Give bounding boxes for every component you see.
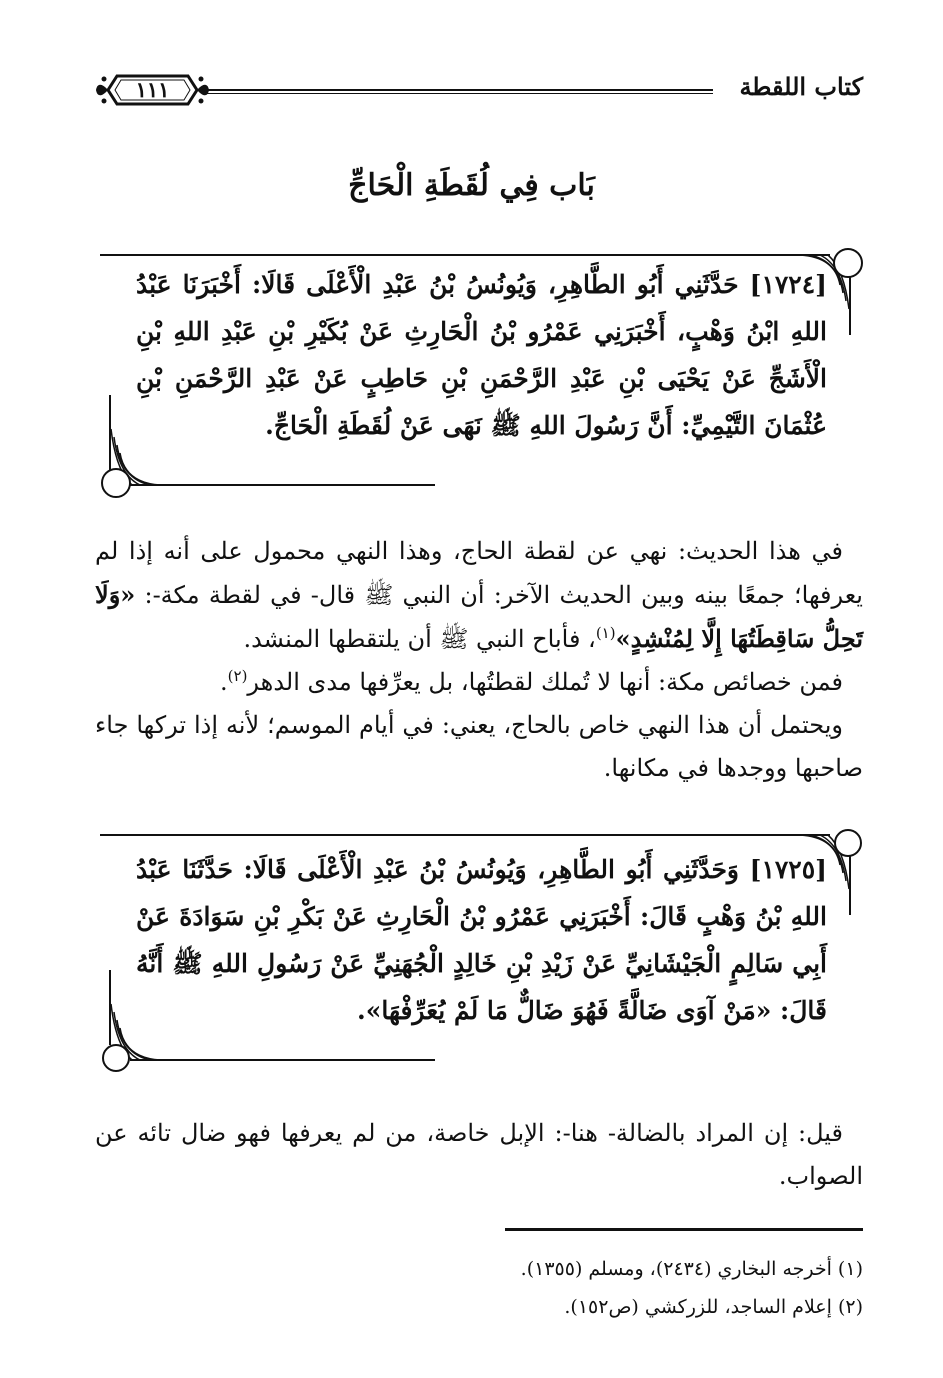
hadith-text: [١٧٢٥] وَحَدَّثَنِي أَبُو الطَّاهِرِ، وَيُونُسُ بْنُ عَبْدِ الْأَعْلَى قَالَا: حَدَّثَنَا عَبْدُ اللهِ بْنُ وَهْبٍ قَالَ: أَخْبَرَنِي عَمْرُو بْنُ الْحَارِثِ عَنْ بَكْرِ بْنِ سَوَادَةَ عَنْ أَبِي سَالِمٍ الْجَيْشَانِيِّ عَنْ زَيْدِ بْنِ خَالِدٍ الْجُهَنِيِّ عَنْ رَسُولِ اللهِ ﷺ أَنَّهُ قَالَ: «مَنْ آوَى ضَالَّةً فَهُوَ ضَالٌّ مَا لَمْ يُعَرِّفْهَا». bbox=[136, 855, 827, 1025]
book-title: كتاب اللقطة bbox=[739, 72, 863, 101]
header-rule bbox=[205, 89, 713, 94]
running-header bbox=[95, 70, 863, 120]
commentary-paragraph: ويحتمل أن هذا النهي خاص بالحاج، يعني: في أيام الموسم؛ لأنه إذا تركها جاء صاحبها ووجدها في مكانها. bbox=[95, 711, 863, 782]
hadith-quote: «وَلَا تَحِلُّ سَاقِطَتُهَا إِلَّا لِمُنْشِدٍ» bbox=[95, 580, 863, 653]
hadith-block-1725 bbox=[100, 830, 863, 1075]
commentary-text: . bbox=[220, 668, 228, 696]
footnote-separator bbox=[505, 1228, 863, 1231]
chapter-title: بَاب فِي لُقَطَةِ الْحَاجِّ bbox=[348, 168, 595, 203]
hadith-text: [١٧٢٤] حَدَّثَنِي أَبُو الطَّاهِرِ، وَيُونُسُ بْنُ عَبْدِ الْأَعْلَى قَالَا: أَخْبَرَنَا عَبْدُ اللهِ ابْنُ وَهْبٍ، أَخْبَرَنِي عَمْرُو بْنُ الْحَارِثِ عَنْ بُكَيْرِ بْنِ عَبْدِ اللهِ بْنِ الْأَشَجِّ عَنْ يَحْيَى بْنِ عَبْدِ الرَّحْمَنِ بْنِ حَاطِبٍ عَنْ عَبْدِ الرَّحْمَنِ بْنِ عُثْمَانَ التَّيْمِيِّ: أَنَّ رَسُولَ اللهِ ﷺ نَهَى عَنْ لُقَطَةِ الْحَاجِّ. bbox=[136, 270, 827, 440]
commentary-paragraph: قيل: إن المراد بالضالة- هنا-: الإبل خاصة، من لم يعرفها فهو ضال تائه عن الصواب. bbox=[95, 1119, 863, 1190]
commentary-section-1 bbox=[95, 530, 863, 790]
page-number: ١١١ bbox=[135, 77, 170, 102]
commentary-text: فمن خصائص مكة: أنها لا تُملك لقطتُها، بل يعرِّفها مدى الدهر bbox=[247, 668, 843, 696]
commentary-text: ، فأباح النبي ﷺ أن يلتقطها المنشد. bbox=[243, 625, 596, 653]
footnote-1: (١) أخرجه البخاري (٢٤٣٤)، ومسلم (١٣٥٥). bbox=[520, 1258, 863, 1280]
footnotes bbox=[400, 1250, 863, 1326]
footnote-ref: (٢) bbox=[227, 667, 248, 685]
footnote-ref: (١) bbox=[595, 624, 616, 642]
commentary-paragraph bbox=[95, 530, 863, 661]
commentary-paragraph bbox=[95, 661, 863, 704]
hadith-block-1724 bbox=[100, 245, 863, 500]
commentary-section-2 bbox=[95, 1112, 863, 1198]
page-number-ornament bbox=[95, 70, 210, 110]
commentary-text: في هذا الحديث: نهي عن لقطة الحاج، وهذا النهي محمول على أنه إذا لم يعرفها؛ جمعًا بينه وبين الحديث الآخر: أن النبي ﷺ قال- في لقطة مكة-: bbox=[95, 537, 863, 609]
footnote-2: (٢) إعلام الساجد، للزركشي (ص١٥٢). bbox=[564, 1296, 863, 1318]
